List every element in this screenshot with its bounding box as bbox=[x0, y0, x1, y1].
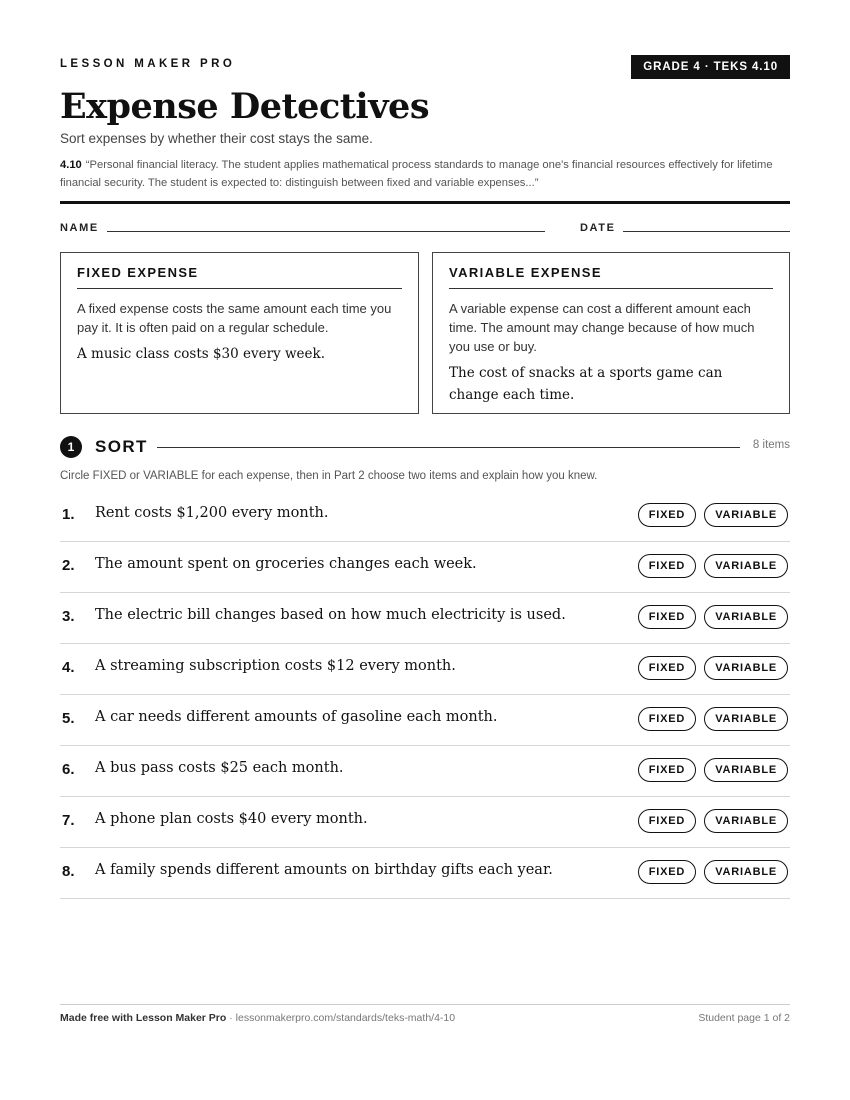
page-title: Expense Detectives bbox=[60, 86, 430, 127]
standard-note bbox=[60, 156, 795, 192]
page-subtitle: Sort expenses by whether their cost stays the same. bbox=[60, 131, 373, 146]
instructions: Circle FIXED or VARIABLE for each expense, then in Part 2 choose two items and explain how you knew. bbox=[60, 470, 598, 482]
top-bar bbox=[60, 55, 790, 79]
expense-item bbox=[60, 593, 790, 644]
item-number: 6. bbox=[62, 761, 75, 778]
choice-group bbox=[630, 809, 788, 833]
item-text: A family spends different amounts on birthday gifts each year. bbox=[95, 862, 553, 878]
item-number: 5. bbox=[62, 710, 75, 727]
standard-text: “Personal financial literacy. The student applies mathematical process standards to manage one's financial resources effectively for lifetime financial security. The student is expected to: distinguish between fixed and variable expenses...” bbox=[60, 159, 773, 189]
item-text: The electric bill changes based on how much electricity is used. bbox=[95, 607, 566, 623]
fixed-choice[interactable]: FIXED bbox=[638, 707, 696, 731]
variable-choice[interactable]: VARIABLE bbox=[704, 503, 788, 527]
fixed-choice[interactable]: FIXED bbox=[638, 809, 696, 833]
expense-item bbox=[60, 746, 790, 797]
item-number: 1. bbox=[62, 506, 75, 523]
header-divider bbox=[60, 201, 790, 204]
brand-label: LESSON MAKER PRO bbox=[60, 58, 236, 70]
expense-item bbox=[60, 848, 790, 899]
variable-expense-definition: A variable expense can cost a different amount each time. The amount may change because of how much you use or buy. bbox=[449, 301, 755, 354]
item-number: 7. bbox=[62, 812, 75, 829]
item-number: 2. bbox=[62, 557, 75, 574]
expense-list bbox=[60, 491, 790, 899]
choice-group bbox=[630, 707, 788, 731]
section-divider bbox=[157, 447, 740, 448]
choice-group bbox=[630, 758, 788, 782]
date-label: DATE bbox=[580, 222, 616, 234]
variable-expense-title: VARIABLE EXPENSE bbox=[449, 265, 773, 289]
date-field-line[interactable] bbox=[623, 231, 790, 232]
variable-choice[interactable]: VARIABLE bbox=[704, 554, 788, 578]
variable-choice[interactable]: VARIABLE bbox=[704, 860, 788, 884]
item-text: Rent costs $1,200 every month. bbox=[95, 505, 329, 521]
section-number-badge: 1 bbox=[60, 436, 82, 458]
footer-made-with: Made free with Lesson Maker Pro bbox=[60, 1012, 227, 1024]
variable-choice[interactable]: VARIABLE bbox=[704, 758, 788, 782]
standard-code: 4.10 bbox=[60, 159, 82, 171]
section-header bbox=[60, 436, 790, 458]
variable-choice[interactable]: VARIABLE bbox=[704, 707, 788, 731]
item-number: 8. bbox=[62, 863, 75, 880]
section-title: SORT bbox=[95, 437, 148, 456]
footer bbox=[60, 1012, 790, 1024]
variable-choice[interactable]: VARIABLE bbox=[704, 656, 788, 680]
footer-page-count: Student page 1 of 2 bbox=[698, 1012, 790, 1024]
expense-item bbox=[60, 491, 790, 542]
name-field-line[interactable] bbox=[107, 231, 545, 232]
variable-expense-box bbox=[432, 252, 790, 414]
fixed-expense-example: A music class costs $30 every week. bbox=[77, 346, 326, 362]
footer-separator: · bbox=[226, 1012, 236, 1024]
fixed-choice[interactable]: FIXED bbox=[638, 758, 696, 782]
expense-item bbox=[60, 644, 790, 695]
item-text: The amount spent on groceries changes each week. bbox=[95, 556, 477, 572]
name-label: NAME bbox=[60, 222, 99, 234]
fixed-expense-definition: A fixed expense costs the same amount each time you pay it. It is often paid on a regular schedule. bbox=[77, 301, 392, 335]
item-number: 3. bbox=[62, 608, 75, 625]
footer-url[interactable]: lessonmakerpro.com/standards/teks-math/4-10 bbox=[235, 1012, 456, 1024]
variable-choice[interactable]: VARIABLE bbox=[704, 605, 788, 629]
choice-group bbox=[630, 656, 788, 680]
worksheet-page bbox=[60, 0, 790, 1100]
choice-group bbox=[630, 554, 788, 578]
fixed-choice[interactable]: FIXED bbox=[638, 605, 696, 629]
expense-item bbox=[60, 695, 790, 746]
fixed-choice[interactable]: FIXED bbox=[638, 503, 696, 527]
choice-group bbox=[630, 605, 788, 629]
item-text: A car needs different amounts of gasoline each month. bbox=[95, 709, 498, 725]
item-text: A bus pass costs $25 each month. bbox=[95, 760, 344, 776]
expense-item bbox=[60, 542, 790, 593]
expense-item bbox=[60, 797, 790, 848]
fixed-expense-title: FIXED EXPENSE bbox=[77, 265, 402, 289]
variable-expense-example: The cost of snacks at a sports game can change each time. bbox=[449, 365, 723, 403]
fixed-expense-box bbox=[60, 252, 419, 414]
fixed-choice[interactable]: FIXED bbox=[638, 860, 696, 884]
item-count: 8 items bbox=[752, 439, 790, 451]
item-number: 4. bbox=[62, 659, 75, 676]
fixed-choice[interactable]: FIXED bbox=[638, 656, 696, 680]
name-date-row bbox=[60, 221, 790, 237]
choice-group bbox=[630, 860, 788, 884]
item-text: A streaming subscription costs $12 every month. bbox=[95, 658, 456, 674]
item-text: A phone plan costs $40 every month. bbox=[95, 811, 368, 827]
grade-badge: GRADE 4 · TEKS 4.10 bbox=[631, 55, 790, 79]
choice-group bbox=[630, 503, 788, 527]
variable-choice[interactable]: VARIABLE bbox=[704, 809, 788, 833]
fixed-choice[interactable]: FIXED bbox=[638, 554, 696, 578]
footer-divider bbox=[60, 1004, 790, 1005]
